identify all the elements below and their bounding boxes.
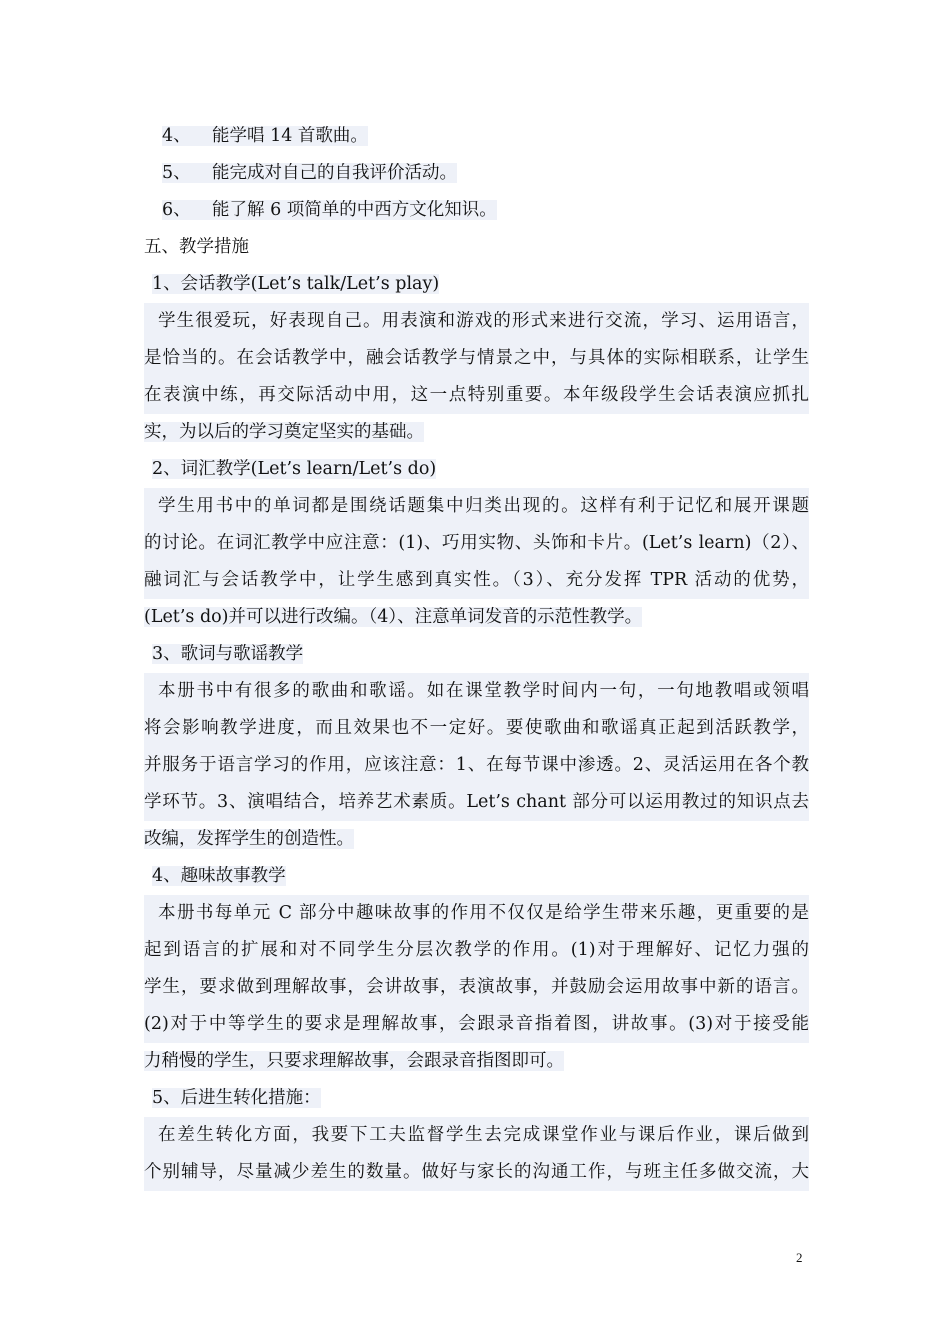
paragraph-line: 本册书每单元 C 部分中趣味故事的作用不仅仅是给学生带来乐趣，更重要的是 [144,895,809,932]
paragraph-line: 力稍慢的学生，只要求理解故事，会跟录音指图即可。 [144,1051,564,1071]
list-item-4 [144,118,809,155]
paragraph-line: 改编，发挥学生的创造性。 [144,829,354,849]
page-number: 2 [796,1250,803,1265]
list-number: 6、 [162,200,191,220]
paragraph-line: 融词汇与会话教学中，让学生感到真实性。（3）、充分发挥 TPR 活动的优势， [144,562,809,599]
paragraph-line: 是恰当的。在会话教学中，融会话教学与情景之中，与具体的实际相联系，让学生 [144,340,809,377]
subsection-heading-songs: 3、歌词与歌谣教学 [152,644,304,664]
paragraph-line: 起到语言的扩展和对不同学生分层次教学的作用。(1)对于理解好、记忆力强的 [144,932,809,969]
paragraph-line: 的讨论。在词汇教学中应注意：(1)、巧用实物、头饰和卡片。(Let’s learn)（2）、 [144,525,809,562]
section-title: 五、教学措施 [144,237,249,257]
list-number: 4、 [162,126,191,146]
subsection-heading-remedial: 5、后进生转化措施： [152,1088,321,1108]
paragraph-line: 学环节。3、演唱结合，培养艺术素质。Let’s chant 部分可以运用教过的知识点去 [144,784,809,821]
subsection-heading-vocabulary: 2、词汇教学(Let’s learn/Let’s do) [152,459,437,479]
paragraph-line: (Let’s do)并可以进行改编。（4）、注意单词发音的示范性教学。 [144,607,643,627]
page-content [144,118,809,1191]
list-item-5 [144,155,809,192]
paragraph-line: 并服务于语言学习的作用，应该注意：1、在每节课中渗透。2、灵活运用在各个教 [144,747,809,784]
paragraph-line: 在表演中练，再交际活动中用，这一点特别重要。本年级段学生会话表演应抓扎 [144,377,809,414]
paragraph-line: 在差生转化方面，我要下工夫监督学生去完成课堂作业与课后作业，课后做到 [144,1117,809,1154]
list-item-6 [144,192,809,229]
paragraph-line: 将会影响教学进度，而且效果也不一定好。要使歌曲和歌谣真正起到活跃教学， [144,710,809,747]
list-text: 能学唱 14 首歌曲。 [212,126,368,146]
subsection-heading-stories: 4、趣味故事教学 [152,866,286,886]
paragraph-line: 学生，要求做到理解故事，会讲故事，表演故事，并鼓励会运用故事中新的语言。 [144,969,809,1006]
paragraph-line: 学生用书中的单词都是围绕话题集中归类出现的。这样有利于记忆和展开课题 [144,488,809,525]
paragraph-line: 实，为以后的学习奠定坚实的基础。 [144,422,424,442]
paragraph-line: 本册书中有很多的歌曲和歌谣。如在课堂教学时间内一句，一句地教唱或领唱 [144,673,809,710]
list-text: 能了解 6 项简单的中西方文化知识。 [212,200,497,220]
paragraph-line: (2)对于中等学生的要求是理解故事，会跟录音指着图，讲故事。(3)对于接受能 [144,1006,809,1043]
list-text: 能完成对自己的自我评价活动。 [212,163,457,183]
subsection-heading-conversation: 1、会话教学(Let’s talk/Let’s play) [152,274,440,294]
paragraph-line: 个别辅导，尽量减少差生的数量。做好与家长的沟通工作，与班主任多做交流，大 [144,1154,809,1191]
list-number: 5、 [162,163,191,183]
paragraph-line: 学生很爱玩，好表现自己。用表演和游戏的形式来进行交流，学习、运用语言， [144,303,809,340]
